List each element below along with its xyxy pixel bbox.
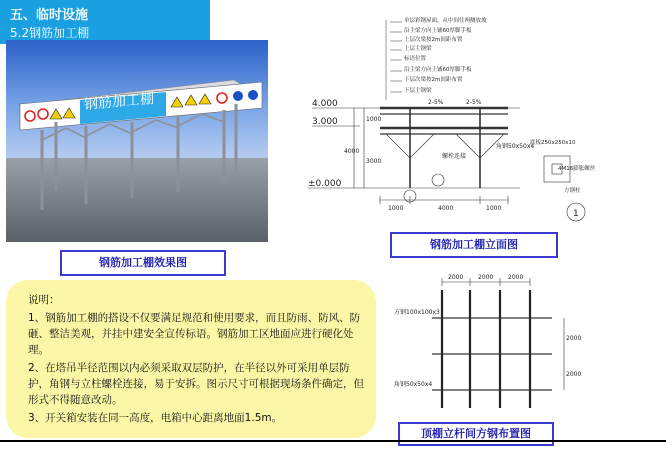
vdim-total: 4000 [344, 148, 360, 155]
notes-panel [6, 280, 376, 438]
section-subtitle: 5.2钢筋加工棚 [10, 26, 90, 40]
bottom-rule [0, 440, 666, 442]
slope-left: 2-5% [428, 99, 444, 106]
note-2: 2、在塔吊半径范围以内必须采取双层防护，在半径以外可采用单层防护，角钢与立柱螺栓连接，易于安拆。图示尺寸可根据现场条件确定，但形式不得随意改动。 [28, 362, 364, 406]
level-0000: ±0.000 [308, 179, 342, 189]
effect-caption: 钢筋加工棚效果图 [60, 250, 226, 276]
plan-dim-3: 2000 [508, 274, 524, 281]
vdim-low: 3000 [366, 158, 382, 165]
level-4000: 4.000 [312, 99, 338, 109]
dim-right: 1000 [486, 205, 502, 212]
slope-right: 2-5% [466, 99, 482, 106]
level-3000: 3.000 [312, 117, 338, 127]
plan-dim-1: 2000 [448, 274, 464, 281]
dim-mid: 4000 [438, 205, 454, 212]
elevation-drawing [300, 8, 600, 230]
elev-label-8: 下层主钢梁 [404, 88, 432, 94]
plan-label-top: 方钢100x100x3 [394, 309, 440, 316]
note-3: 3、开关箱安装在同一高度，电箱中心距离地面1.5m。 [28, 412, 283, 424]
detail-bolt: 4M16膨胀螺丝 [558, 166, 596, 172]
shed-render-image [6, 40, 268, 242]
plan-drawing [392, 272, 592, 420]
elev-label-6: 沿主梁方向上铺60厚脚手板 [404, 67, 472, 73]
angle-note: 角钢50x50x4 [496, 143, 535, 150]
section-title: 五、临时设施 [10, 8, 89, 23]
elev-label-2: 沿主梁方向上铺60厚脚手板 [404, 28, 472, 34]
plan-caption: 顶棚立杆间方钢布置图 [398, 422, 554, 446]
elev-label-1: 单层彩钢屋面，从中间往两侧放坡 [404, 18, 487, 24]
elev-label-5: 标语位置 [404, 56, 427, 62]
elev-label-4: 上层主钢梁 [404, 46, 432, 52]
elev-label-7: 下层次梁按2m间距布置 [404, 77, 463, 83]
bolt-note: 螺栓连接 [442, 153, 467, 160]
dim-left: 1000 [388, 205, 404, 212]
notes-heading: 说明： [28, 294, 60, 306]
plan-vdim-1: 2000 [566, 335, 582, 342]
elevation-caption: 钢筋加工棚立面图 [390, 232, 558, 258]
plan-vdim-2: 2000 [566, 371, 582, 378]
detail-title: 底板250x250x10 [530, 140, 576, 146]
vdim-top: 1000 [366, 116, 382, 123]
note-1: 1、钢筋加工棚的搭设不仅要满足规范和使用要求，而且防雨、防风、防砸、整洁美观，并挂中建安全宣传标语。钢筋加工区地面应进行硬化处理。 [28, 312, 361, 356]
elev-label-3: 上层次梁按2m间距布置 [404, 37, 463, 43]
sign-text: 钢筋加工棚 [84, 91, 154, 114]
detail-axis-label: 1 [573, 209, 579, 219]
detail-col: 方钢柱 [564, 188, 581, 194]
plan-label-bottom: 角钢50x50x4 [394, 381, 433, 388]
plan-dim-2: 2000 [478, 274, 494, 281]
